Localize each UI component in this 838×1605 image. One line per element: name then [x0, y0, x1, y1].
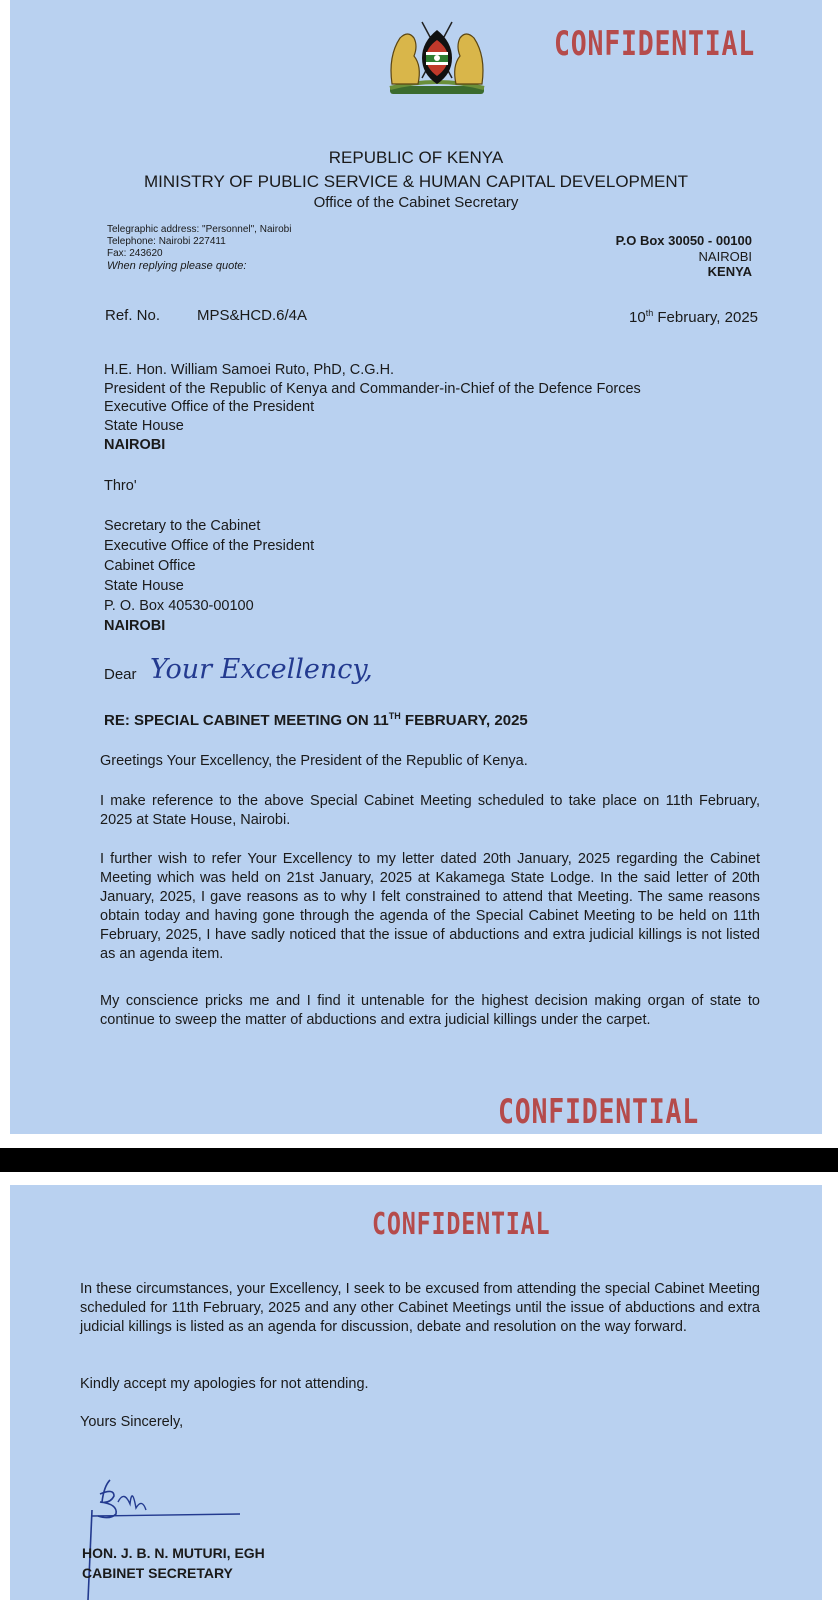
thro-label: Thro': [104, 478, 137, 494]
recipient-line-1: H.E. Hon. William Samoei Ruto, PhD, C.G.H.: [104, 362, 395, 378]
thro-line-2: Executive Office of the President: [104, 538, 315, 554]
kenya-coat-of-arms-emblem: [378, 16, 496, 98]
thro-line-1: Secretary to the Cabinet: [104, 518, 261, 534]
paragraph-1: Greetings Your Excellency, the President of the Republic of Kenya.: [100, 753, 528, 769]
paragraph-4: My conscience pricks me and I find it untenable for the highest decision making organ of state to continue to sweep the matter of abductions and extra judicial killings under the carpet.: [100, 993, 760, 1028]
thro-line-4: State House: [104, 578, 184, 594]
telegraphic-address: Telegraphic address: "Personnel", Nairobi: [107, 224, 292, 235]
confidential-stamp-page-2: CONFIDENTIAL: [372, 1207, 551, 1242]
thro-line-6: NAIROBI: [104, 618, 166, 634]
signatory-title: CABINET SECRETARY: [82, 1565, 233, 1581]
recipient-line-2: President of the Republic of Kenya and Commander-in-Chief of the Defence Forces: [104, 381, 641, 397]
thro-line-3: Cabinet Office: [104, 558, 196, 574]
ref-label: Ref. No.: [105, 307, 161, 324]
signatory-name: HON. J. B. N. MUTURI, EGH: [82, 1545, 265, 1561]
po-box: P.O Box 30050 - 00100: [615, 233, 752, 248]
telephone: Telephone: Nairobi 227411: [107, 236, 226, 247]
recipient-line-4: State House: [104, 418, 184, 434]
letter-page-1: [10, 0, 822, 1134]
salutation-dear: Dear: [104, 666, 137, 683]
paragraph-2: I make reference to the above Special Cabinet Meeting scheduled to take place on 11th February, 2025 at State House, Nairobi.: [100, 793, 760, 828]
page-separator-bar: [0, 1148, 838, 1172]
header-ministry: MINISTRY OF PUBLIC SERVICE & HUMAN CAPITAL DEVELOPMENT: [143, 172, 689, 191]
confidential-stamp-top: CONFIDENTIAL: [554, 24, 755, 64]
page2-paragraph-2: Kindly accept my apologies for not attending.: [80, 1376, 369, 1392]
page2-closing: Yours Sincerely,: [80, 1414, 184, 1430]
subject-line: RE: SPECIAL CABINET MEETING ON 11TH FEBRUARY, 2025: [104, 711, 528, 729]
paragraph-3: I further wish to refer Your Excellency to my letter dated 20th January, 2025 regarding the Cabinet Meeting which was held on 21st January, 2025 at Kakamega State Lodge. In the said letter of 20th January, 2025, I gave reasons as to why I felt constrained to attend that Meeting. The same reasons obtain today and having gone through the agenda of the Special Cabinet Meeting to be held on 11th February, 2025, I have sadly noticed that the issue of abductions and extra judicial killings is not listed as an agenda item.: [100, 851, 760, 962]
header-republic: REPUBLIC OF KENYA: [328, 148, 504, 167]
country: KENYA: [707, 264, 752, 279]
letter-date: 10th February, 2025: [629, 308, 758, 326]
fax: Fax: 243620: [107, 248, 163, 259]
header-office: Office of the Cabinet Secretary: [313, 194, 519, 211]
salutation-handwritten: Your Excellency,: [150, 654, 373, 685]
recipient-line-5: NAIROBI: [104, 437, 166, 453]
recipient-line-3: Executive Office of the President: [104, 399, 315, 415]
letter-page-2: [10, 1185, 822, 1600]
confidential-stamp-bottom: CONFIDENTIAL: [498, 1092, 699, 1132]
replying-note: When replying please quote:: [107, 260, 247, 272]
ref-number: MPS&HCD.6/4A: [197, 307, 308, 324]
page2-paragraph-1: In these circumstances, your Excellency, I seek to be excused from attending the special Cabinet Meeting scheduled for 11th February, 2025 and any other Cabinet Meetings until the issue of abductions and extra judicial killings is listed as an agenda for discussion, debate and resolution on the way forward.: [80, 1281, 760, 1335]
city: NAIROBI: [698, 249, 752, 264]
thro-line-5: P. O. Box 40530-00100: [104, 598, 254, 614]
